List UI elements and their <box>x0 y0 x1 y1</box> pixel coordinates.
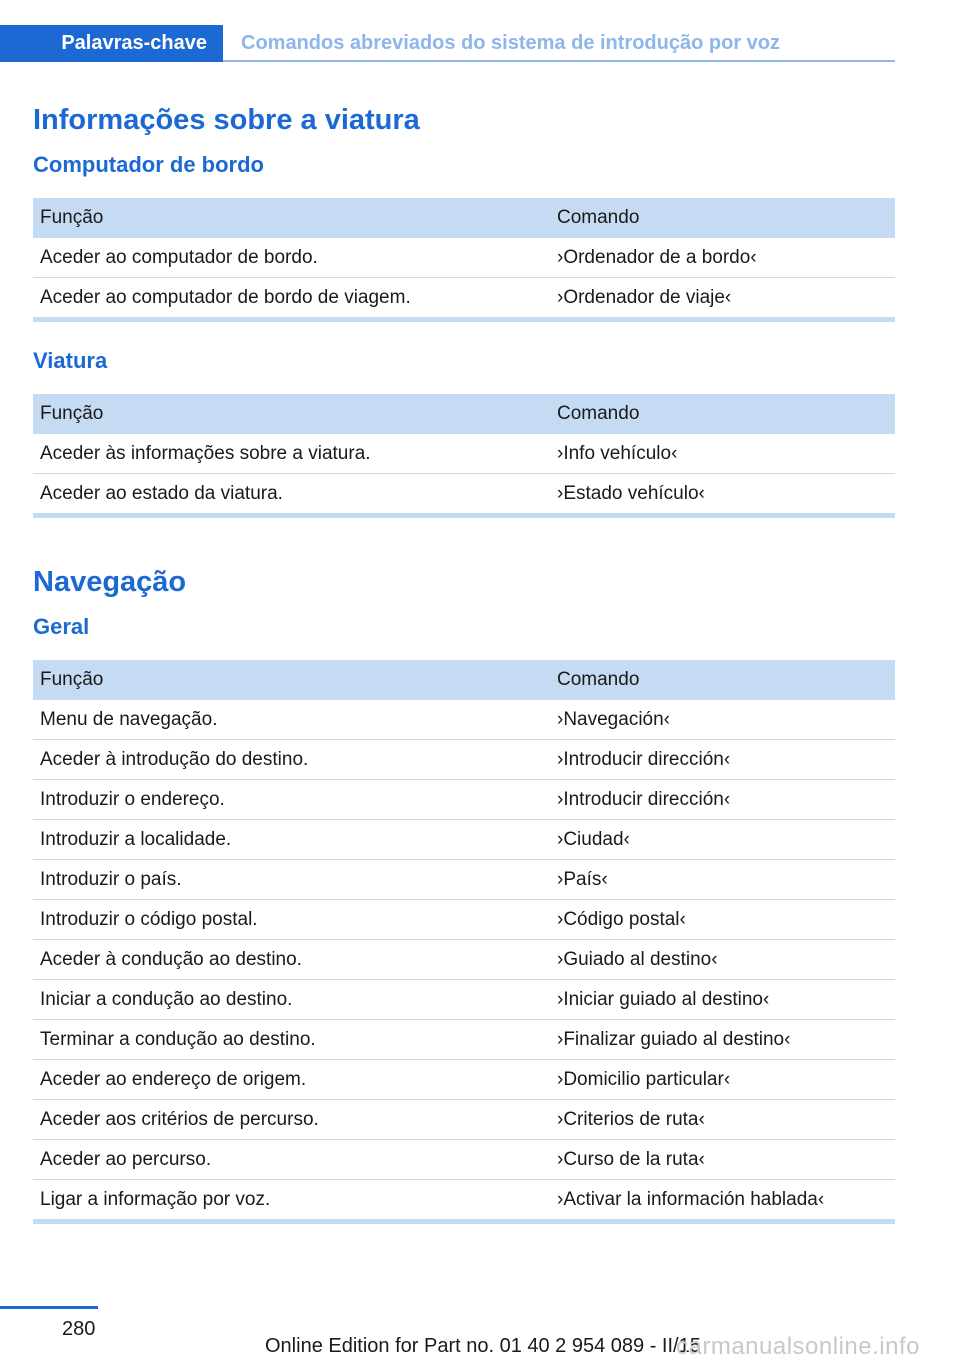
subsection-title-vehicle: Viatura <box>33 348 108 373</box>
command-cell: ›País‹ <box>550 860 895 900</box>
table-row <box>33 474 895 516</box>
column-header-function: Função <box>33 198 550 238</box>
section-title-vehicle-info: Informações sobre a viatura <box>33 104 420 136</box>
function-cell: Introduzir o endereço. <box>33 780 550 820</box>
subsection-title-onboard-computer: Computador de bordo <box>33 152 264 177</box>
command-cell: ›Navegación‹ <box>550 700 895 740</box>
table-row <box>33 1100 895 1140</box>
column-header-function: Função <box>33 660 550 700</box>
table-row <box>33 860 895 900</box>
command-cell: ›Ordenador de a bordo‹ <box>550 238 895 278</box>
table-row <box>33 820 895 860</box>
table-row <box>33 780 895 820</box>
function-cell: Aceder à condução ao destino. <box>33 940 550 980</box>
header-section-title: Comandos abreviados do sistema de introdução por voz <box>241 32 780 54</box>
function-cell: Aceder ao computador de bordo de viagem. <box>33 278 550 320</box>
section-title-navigation: Navegação <box>33 566 187 598</box>
command-cell: ›Guiado al destino‹ <box>550 940 895 980</box>
page-content <box>33 98 895 1224</box>
command-cell: ›Iniciar guiado al destino‹ <box>550 980 895 1020</box>
table-row <box>33 740 895 780</box>
table-row <box>33 434 895 474</box>
command-cell: ›Código postal‹ <box>550 900 895 940</box>
function-cell: Aceder ao estado da viatura. <box>33 474 550 516</box>
command-cell: ›Introducir dirección‹ <box>550 740 895 780</box>
table-row <box>33 1140 895 1180</box>
command-cell: ›Activar la información hablada‹ <box>550 1180 895 1222</box>
page-number-rule <box>0 1306 98 1309</box>
command-cell: ›Domicilio particular‹ <box>550 1060 895 1100</box>
navigation-table <box>33 660 895 1224</box>
onboard-computer-table <box>33 198 895 322</box>
table-header-row <box>33 660 895 700</box>
header-rule <box>223 60 895 62</box>
watermark-logo: carmanualsonline.info <box>676 1333 920 1360</box>
command-cell: ›Ciudad‹ <box>550 820 895 860</box>
column-header-command: Comando <box>550 394 895 434</box>
table-row <box>33 1180 895 1222</box>
function-cell: Introduzir a localidade. <box>33 820 550 860</box>
table-row <box>33 700 895 740</box>
function-cell: Aceder aos critérios de percurso. <box>33 1100 550 1140</box>
command-cell: ›Info vehículo‹ <box>550 434 895 474</box>
function-cell: Introduzir o país. <box>33 860 550 900</box>
table-row <box>33 278 895 320</box>
page-header <box>0 25 895 62</box>
function-cell: Menu de navegação. <box>33 700 550 740</box>
table-row <box>33 1020 895 1060</box>
command-cell: ›Curso de la ruta‹ <box>550 1140 895 1180</box>
function-cell: Ligar a informação por voz. <box>33 1180 550 1222</box>
table-row <box>33 900 895 940</box>
page-number: 280 <box>62 1318 96 1340</box>
table-row <box>33 940 895 980</box>
table-row <box>33 980 895 1020</box>
function-cell: Aceder à introdução do destino. <box>33 740 550 780</box>
table-row <box>33 238 895 278</box>
function-cell: Introduzir o código postal. <box>33 900 550 940</box>
table-row <box>33 1060 895 1100</box>
column-header-function: Função <box>33 394 550 434</box>
header-tab-keywords: Palavras-chave <box>0 25 223 62</box>
function-cell: Aceder ao percurso. <box>33 1140 550 1180</box>
function-cell: Aceder ao computador de bordo. <box>33 238 550 278</box>
vehicle-table <box>33 394 895 518</box>
column-header-command: Comando <box>550 198 895 238</box>
subsection-title-general: Geral <box>33 614 90 639</box>
command-cell: ›Criterios de ruta‹ <box>550 1100 895 1140</box>
command-cell: ›Estado vehículo‹ <box>550 474 895 516</box>
column-header-command: Comando <box>550 660 895 700</box>
command-cell: ›Ordenador de viaje‹ <box>550 278 895 320</box>
function-cell: Aceder ao endereço de origem. <box>33 1060 550 1100</box>
function-cell: Terminar a condução ao destino. <box>33 1020 550 1060</box>
edition-footer: Online Edition for Part no. 01 40 2 954 089 - II/15 <box>265 1335 701 1357</box>
command-cell: ›Introducir dirección‹ <box>550 780 895 820</box>
function-cell: Aceder às informações sobre a viatura. <box>33 434 550 474</box>
table-header-row <box>33 198 895 238</box>
function-cell: Iniciar a condução ao destino. <box>33 980 550 1020</box>
command-cell: ›Finalizar guiado al destino‹ <box>550 1020 895 1060</box>
table-header-row <box>33 394 895 434</box>
